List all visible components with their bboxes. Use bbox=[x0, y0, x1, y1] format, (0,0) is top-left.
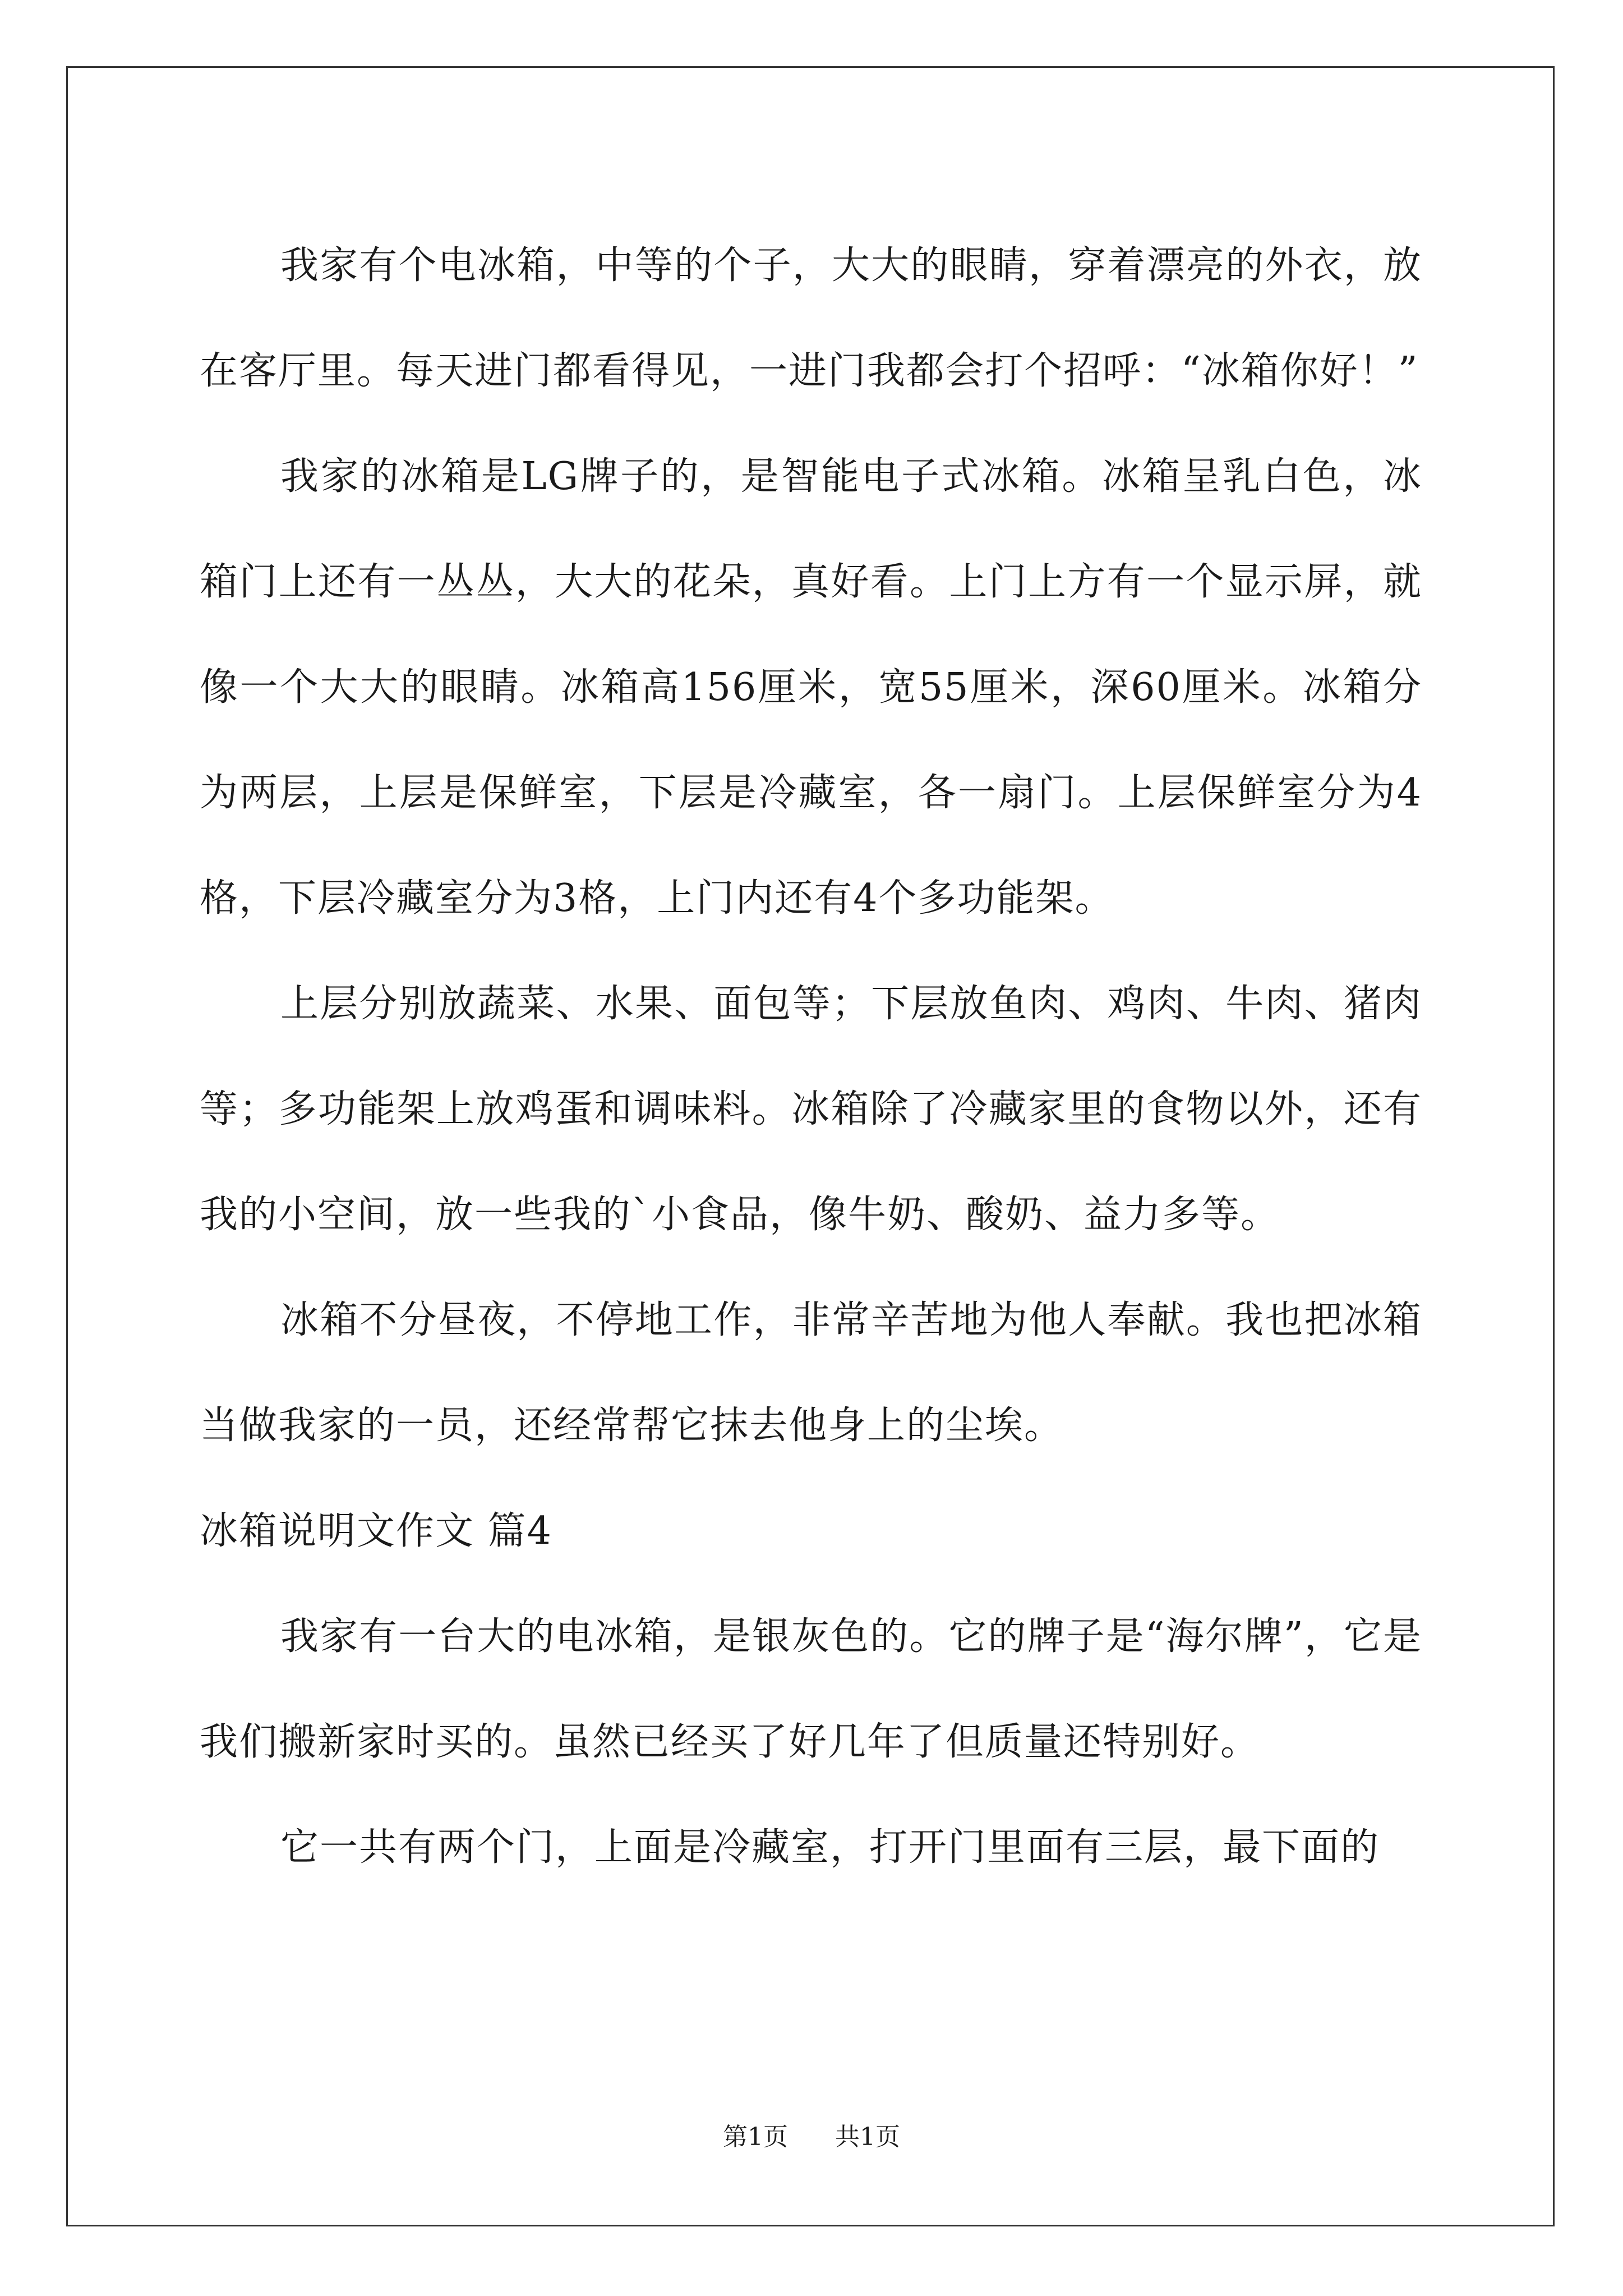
paragraph-3: 上层分别放蔬菜、水果、面包等；下层放鱼肉、鸡肉、牛肉、猪肉等；多功能架上放鸡蛋和调味料。冰箱除了冷藏家里的食物以外，还有我的小空间，放一些我的`小食品，像牛奶、酸奶、益力多等。 bbox=[200, 982, 1422, 1237]
paragraph-2: 我家的冰箱是LG牌子的，是智能电子式冰箱。冰箱呈乳白色，冰箱门上还有一丛丛，大大的花朵，真好看。上门上方有一个显示屏，就像一个大大的眼睛。冰箱高156厘米，宽55厘米，深60厘米。冰箱分为两层，上层是保鲜室，下层是冷藏室，各一扇门。上层保鲜室分为4格，下层冷藏室分为3格，上门内还有4个多功能架。 bbox=[200, 454, 1422, 921]
page-number-current: 第1页 bbox=[723, 2123, 788, 2151]
page-footer bbox=[0, 2120, 1623, 2154]
paragraph-6: 它一共有两个门，上面是冷藏室，打开门里面有三层，最下面的 bbox=[280, 1825, 1380, 1870]
section-heading: 冰箱说明文作文 篇4 bbox=[200, 1509, 552, 1553]
document-body bbox=[200, 213, 1422, 1901]
paragraph-5: 我家有一台大的电冰箱，是银灰色的。它的牌子是“海尔牌”，它是我们搬新家时买的。虽然已经买了好几年了但质量还特别好。 bbox=[200, 1614, 1422, 1764]
page-number-total: 共1页 bbox=[835, 2123, 900, 2151]
paragraph-4: 冰箱不分昼夜，不停地工作，非常辛苦地为他人奉献。我也把冰箱当做我家的一员，还经常帮它抹去他身上的尘埃。 bbox=[200, 1298, 1422, 1448]
paragraph-1: 我家有个电冰箱，中等的个子，大大的眼睛，穿着漂亮的外衣，放在客厅里。每天进门都看得见，一进门我都会打个招呼：“冰箱你好！” bbox=[200, 243, 1422, 393]
